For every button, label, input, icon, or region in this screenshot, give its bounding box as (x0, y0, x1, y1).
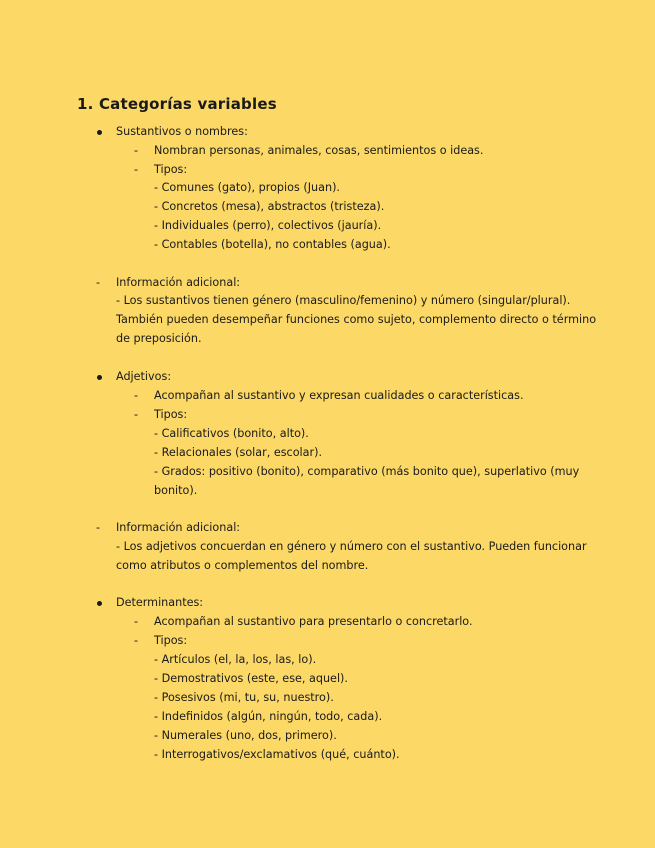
section-title-sustantivos: Sustantivos o nombres: (116, 125, 248, 138)
sustantivos-tipo-item: - Comunes (gato), propios (Juan). (154, 181, 340, 194)
determinantes-tipo-item: - Numerales (uno, dos, primero). (154, 729, 337, 742)
dash-icon: - (134, 408, 139, 421)
section-title-adjetivos: Adjetivos: (116, 370, 172, 383)
determinantes-tipo-item: - Posesivos (mi, tu, su, nuestro). (154, 691, 334, 704)
determinantes-tipo-item: - Indefinidos (algún, ningún, todo, cada). (154, 710, 383, 723)
adjetivos-tipos-label: Tipos: (154, 408, 188, 421)
adjetivos-tipo-item: - Grados: positivo (bonito), comparativo (más bonito que), superlativo (muy (154, 465, 580, 478)
determinantes-definition: Acompañan al sustantivo para presentarlo o concretarlo. (154, 615, 473, 628)
dash-icon: - (96, 521, 101, 534)
dash-icon: - (96, 276, 101, 289)
dash-icon: - (134, 144, 139, 157)
sustantivos-info-line: También pueden desempeñar funciones como sujeto, complemento directo o término (116, 313, 597, 326)
sustantivos-tipo-item: - Individuales (perro), colectivos (jauría). (154, 219, 382, 232)
bullet-icon (97, 601, 102, 606)
sustantivos-definition: Nombran personas, animales, cosas, sentimientos o ideas. (154, 144, 484, 157)
adjetivos-info-label: Información adicional: (116, 521, 241, 534)
determinantes-tipo-item: - Artículos (el, la, los, las, lo). (154, 653, 317, 666)
sustantivos-tipos-label: Tipos: (154, 163, 188, 176)
bullet-icon (97, 375, 102, 380)
sustantivos-info-line: de preposición. (116, 332, 202, 345)
dash-icon: - (134, 615, 139, 628)
sustantivos-info-line: - Los sustantivos tienen género (masculino/femenino) y número (singular/plural). (116, 294, 571, 307)
sustantivos-info-label: Información adicional: (116, 276, 241, 289)
adjetivos-tipo-item: - Relacionales (solar, escolar). (154, 446, 323, 459)
dash-icon: - (134, 163, 139, 176)
bullet-icon (97, 130, 102, 135)
determinantes-tipo-item: - Interrogativos/exclamativos (qué, cuánto). (154, 748, 400, 761)
dash-icon: - (134, 634, 139, 647)
section-title-determinantes: Determinantes: (116, 596, 204, 609)
determinantes-tipo-item: - Demostrativos (este, ese, aquel). (154, 672, 348, 685)
adjetivos-info-line: como atributos o complementos del nombre. (116, 559, 369, 572)
adjetivos-tipo-item: bonito). (154, 484, 198, 497)
adjetivos-tipo-item: - Calificativos (bonito, alto). (154, 427, 309, 440)
sustantivos-tipo-item: - Contables (botella), no contables (agua). (154, 238, 391, 251)
determinantes-tipos-label: Tipos: (154, 634, 188, 647)
adjetivos-info-line: - Los adjetivos concuerdan en género y número con el sustantivo. Pueden funcionar (116, 540, 587, 553)
sustantivos-tipo-item: - Concretos (mesa), abstractos (tristeza). (154, 200, 385, 213)
page-title: 1. Categorías variables (77, 95, 277, 113)
adjetivos-definition: Acompañan al sustantivo y expresan cualidades o características. (154, 389, 524, 402)
dash-icon: - (134, 389, 139, 402)
